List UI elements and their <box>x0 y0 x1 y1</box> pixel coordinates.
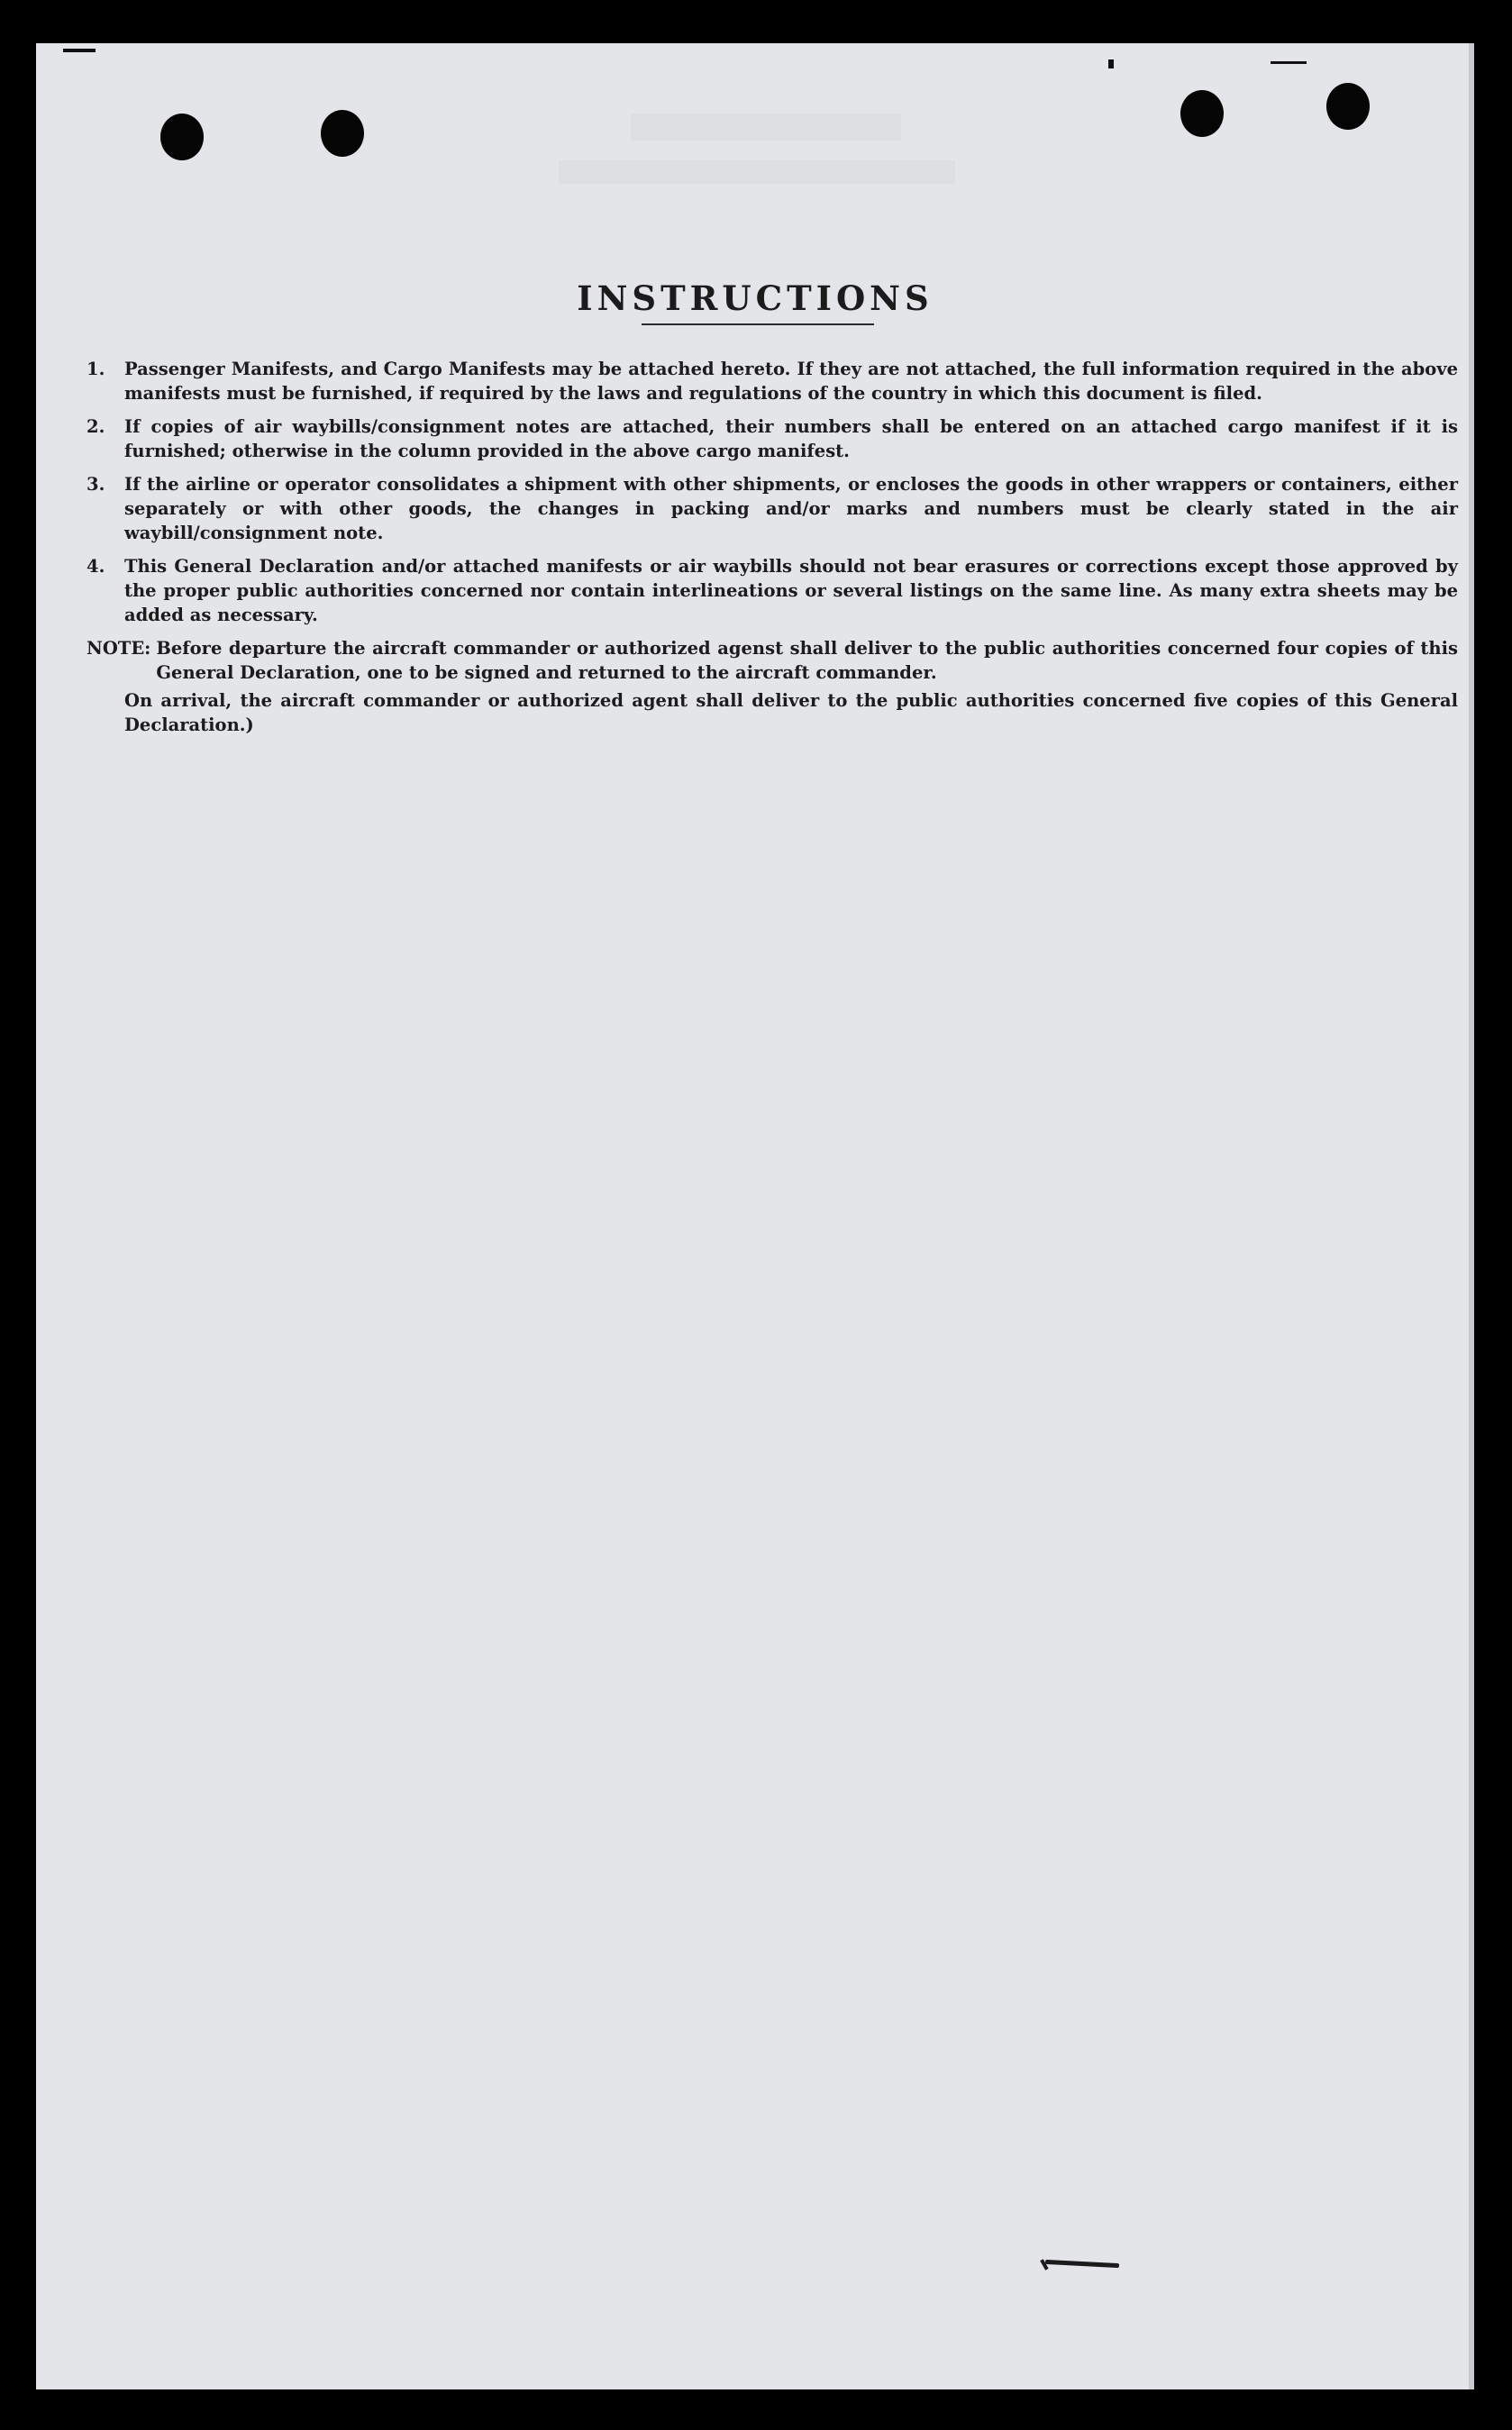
instruction-item <box>87 414 1458 463</box>
punch-hole-2 <box>321 110 364 157</box>
note-label: NOTE: <box>87 638 151 659</box>
page-edge-shadow <box>1469 43 1474 2389</box>
instruction-text: Passenger Manifests, and Cargo Manifests may be attached hereto. If they are not attached, the full information required in the above manifests must be furnished, if required by the laws and regulations of the country in which this document is filed. <box>124 359 1458 404</box>
punch-hole-1 <box>160 114 204 160</box>
page-title: INSTRUCTIONS <box>577 278 934 318</box>
instruction-item <box>87 554 1458 627</box>
title-underline <box>642 323 874 325</box>
instruction-number: 1. <box>87 359 105 379</box>
instruction-number: 3. <box>87 474 105 495</box>
scan-speck <box>1271 61 1307 64</box>
instructions-list <box>87 357 1458 737</box>
punch-hole-4 <box>1326 83 1370 130</box>
instruction-number: 4. <box>87 556 105 577</box>
pen-stroke-tip <box>1040 2253 1060 2270</box>
instruction-text: This General Declaration and/or attached manifests or air waybills should not bear erasures or corrections except those approved by the proper public authorities concerned nor contain interlineations or several listings on the same line. As many extra sheets may be added as necessary. <box>124 556 1458 625</box>
scan-speck <box>1108 59 1114 68</box>
note-continuation: On arrival, the aircraft commander or authorized agent shall deliver to the public authorities concerned five copies of this General Declaration.) <box>124 690 1458 735</box>
instruction-text: If copies of air waybills/consignment notes are attached, their numbers shall be entered on an attached cargo manifest if it is furnished; otherwise in the column provided in the above cargo manifest. <box>124 416 1458 461</box>
instruction-item <box>87 472 1458 545</box>
instruction-number: 2. <box>87 416 105 437</box>
instruction-item <box>87 357 1458 405</box>
note-text: Before departure the aircraft commander or authorized agenst shall deliver to the public authorities concerned four copies of this General Declaration, one to be signed and returned to the aircraft commander. <box>156 638 1458 683</box>
bleed-through-subheader <box>559 160 955 184</box>
scan-speck <box>63 49 96 52</box>
instruction-text: If the airline or operator consolidates a shipment with other shipments, or encloses the goods in other wrappers or containers, either separately or with other goods, the changes in packing and/or marks and numbers must be clearly stated in the air waybill/consignment note. <box>124 474 1458 543</box>
note-paragraph <box>87 636 1458 685</box>
bleed-through-header <box>631 114 901 141</box>
punch-hole-3 <box>1180 90 1224 137</box>
document-page <box>36 43 1474 2389</box>
